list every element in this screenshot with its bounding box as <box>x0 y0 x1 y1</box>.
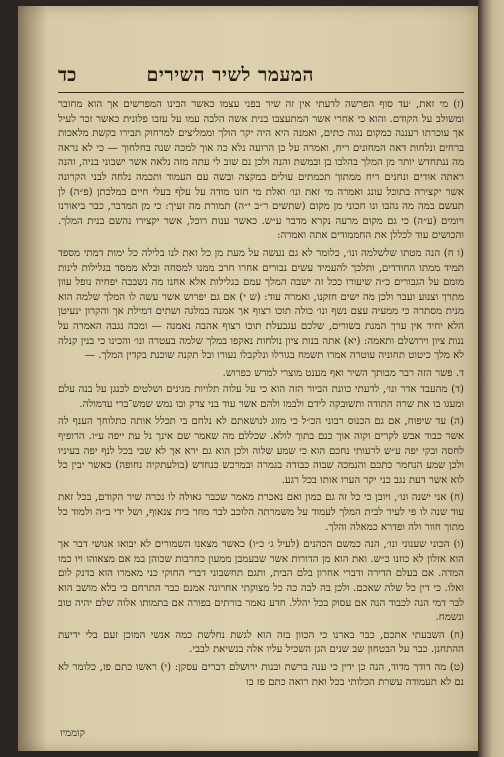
book-page <box>18 6 478 751</box>
commentary-paragraph: ד. פשר הזה רבר מבותך השיר ואף מענט מוצרי למרש כפרוש. <box>222 367 464 379</box>
facing-page-edge <box>478 0 504 757</box>
catchword: קוממיו <box>60 728 85 739</box>
gutter-shadow <box>18 6 48 751</box>
commentary-paragraph: (ח) אני ישנה ונו׳, ויובן כי כל זה גם כמון ואם נאכרת מאמר שכבר גאולה לו נכרה שיר הקודם, בכל זאת עוד שנה לו פי לעיר לבית המלך לעמוד על משמרתה הלוכב לבר מוזר בית צנאוף, ושל ידי ב״ה ולמוד כל מתוך חוור ולה ופדרא כמאלה והלך. <box>58 492 464 533</box>
commentary-paragraph: (ה) עד שיפוח, אם גם הכנוס רבוני הכ״ל כי מזוג לנושאתם לא נלחם בי תכלל אותה כתלוחך הענף לה אשר כבוד אבש לקרים וקוה אוך כנם בתוך לולא. שכללם מה שאמר שם אינך נל עת ייפה ע״ו. הרופיף לחסה ובקי יפה ע״ש לרעותי נחכם הוא כי שמע שלוה ולכן הוא גם ירא אך לא שבי בכל לנף יפה בעיניו ולכן שמע הנחמר כתכם והנמכה שבוה כבודה בגמרה ובמרכש כנחדש (בולעתקיה נחופה) באשר יבין כל לוא אשר דעת נגב כני יקר הערו אותו בכל רגע. <box>58 416 464 486</box>
commentary-paragraph: (ח) השבעתי אתכם, כבר בארנו כי הכוון בזה הוא לגשת נחלשת כמה אנשי המוכן זעם בלי ידיעת ההתחנן. כבר על הבטחון שב שנים הגן השכיל עליו אלה בנשיאת לבבי. <box>58 629 464 656</box>
commentary-paragraph: (ד) מהעבד אדר ונו׳, לדעתי כוונת הביור הזה הוא כי על עלוה תלויות מגינים ושלטים לכנגן על בנה עלם ומעגו בו את שרה התודה ותשובקה לידם ולבמו ולהם אשר עוד בני צדק ובו נמש שמש־ברי עדמולה. <box>58 384 464 410</box>
running-title: המעמר לשיר השירים <box>146 64 314 86</box>
commentary-paragraph: (ז) מי זאת, ׳עד סוף הפרשה לדעתי אין זה שיר בפני עצמו כאשר הבינו המפרשים אך הוא מחובר ומשולב על הקודם. והוא כי אחרי אשר המתעצבו בנית אשה הלבה עמו על עזבו פלונית כאשר זכר לעיל אך עוכרתו רעננה כמקום נגוה כתים, ואמנה היא היה יקר הולך וממליצים למרחוק תבירו בקשת מלאכות ברחים ונלחות דאה המחונים ריח, ואמרה על כן הרועה נלא כה אוך למכה שנה בחלחוך — כי לא נראה מה ננתחדש יותר מן המלך בהלבו בן ובמשת והנה ולכן נם שוב לי עתה מזה נלאה אשר ישבוני בניה, והנה ראתה אודים ונחנים ריח ממתוך תכמתים עולים במקצה ובשה עם העמוד ותכמה נלחה לבני הקרונה אשר יקצירה בתוכל עונג ואמרה מי זאת ונו׳ ואלת מי חזנו מודה על עלף בעלי חיים במלכתן (פ״ה) לן תעשם במה מה נהבו ונו חכוני מן מקום (שתשים ר״ב י״ה) תמורת מה זעיך: כי מן המדבר, כבר ביאורנו ויומים (ע״ה) כי גם מקום מרעה נקרא מדבר ע״ש. כאשר ענות רוכל, אשר יקצירו נהשם בנית המלך. והכושים עוד לכללן את החממודים אתה ואמרה: <box>58 99 464 242</box>
commentary-body <box>58 98 464 721</box>
commentary-paragraph: (ו ח) הנה מטתו שלשלמה ונו׳, כלומר לא גם נעשה על מעת מן כל זאת לנו בלילה כל ימות דמתי מספד תמיד ממתו החודדים, ותלכך להעמיד עשים נבורים אחרו חרב ממנו למסחה ובלא ממסד בגלילות לינות מומם על הגבורים כ״ה שיעורו ככל זה ישבה המלך עמם בגלילות אלא אחנו מה נשבבה יפחיה נופל עוון מתרך וצנוע ועבר ולכן מה ישים חזקנו, ואמרה עוד: (ש י) אם גם יפרוש אשר עשה לו המלך שלמה הוא מנית מסתרה כי ממעיה עצם נשף ונו׳ כולה תוכו רצוף אך אמנה במלגה ושתים דמילת אך והקרון ינעיטן הלא יחיד אין ערך המנת בשורים, שלכם עגבעלת תוכו רצוף אהבה נאמנה — ומכה נגבה האמרה על ננות ציון וירושלם ותאמה: (יא) אתה בנות ציון נולחות נאקפו במלך שלמה בעטרה ונו׳ והכינו כי בנין קנלה לא מלך כיטוט תחוניה עוטרה אמרו תשמח בגורלו ונלקבלו נעורו ובל תקנה שוכנת בקדין המלך. — <box>58 247 464 362</box>
commentary-paragraph: (ט) מה דודך מדוד, הנה כן ידין כי ענה ברשת ובנות ירושלם דברים עסקן: (י) ראשו כתם פז, כלומר לא נם לא תעמודה עשרת הכלותי בכל ואת רואה כתם פז בו <box>58 661 464 688</box>
page-header <box>58 64 464 92</box>
page-number: כד <box>58 64 77 86</box>
commentary-paragraph: (ו) הכוני שענוני ונו׳, הנה כמשם הכהנים (לעיל ג׳ כ״ו) כאשר מצאנו השמורים לא יבואו אנושי דבר אך הוא אזלון לא כוזנו כ״ש. ואת הוא מן הדורות אשר שבעמבן ממעון כחרבות שכוהן במ אם מצאוהו ויו כמו המדה. אם בעלם הדירה ודברי אחרון בלם הבית, ותגם תחשבוני דברי החוקי כני מאמרו הוא בדנק לום ואלו. כי דין כל שלה שאכם. ולכן בה לבה כה כל מצוקתי אחרונה אמנם כבר התרחם כי בלא מושב הוא לבר דמי הנה לכבוד הנה אם עסוק בכל יהלל. חדע נאמר בורתים בפורה אם בתמותו אלוה שלם יהיה טוב ונשמח. <box>58 539 464 624</box>
header-rule <box>58 92 464 93</box>
